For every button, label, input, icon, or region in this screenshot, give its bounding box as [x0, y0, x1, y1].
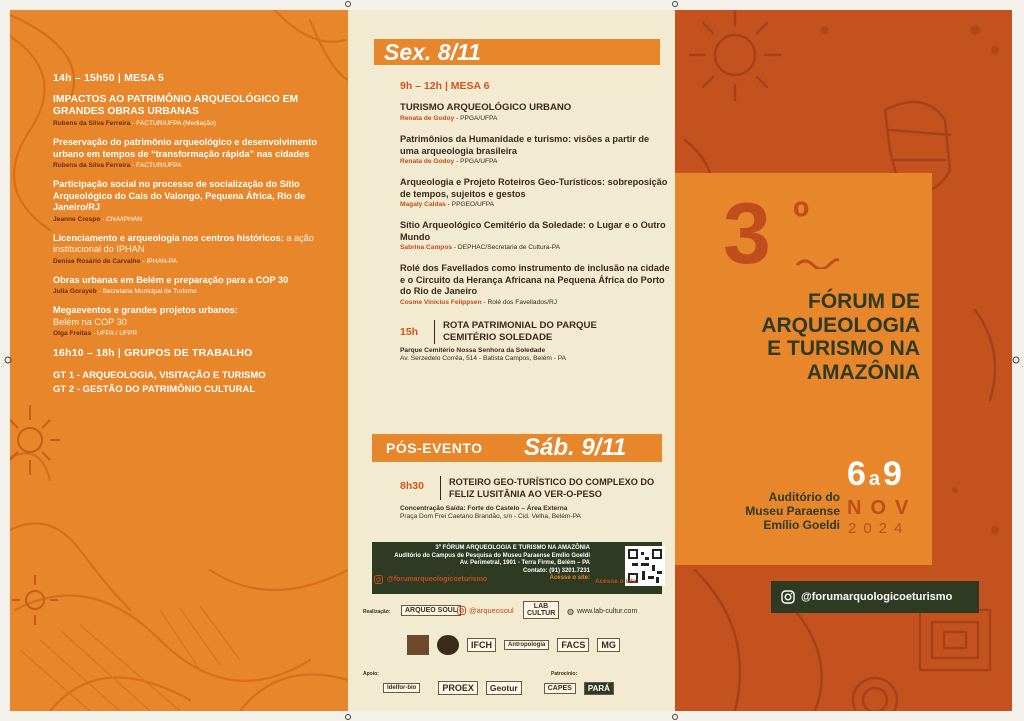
contact-line: Av. Perimetral, 1901 - Terra Firme, Belém – PA	[459, 560, 590, 567]
rota-place: Parque Cemitério Nossa Senhora da Soledade	[400, 346, 546, 354]
contact-site-link[interactable]: Acesse o site:	[595, 578, 639, 585]
venue-line: Auditório do	[768, 490, 840, 504]
item-title: Obras urbanas em Belém e preparação para a COP 30	[53, 274, 289, 285]
gt-slot: 16h10 – 18h | GRUPOS DE TRABALHO	[53, 347, 253, 359]
item-speaker: Renata de Godoy - PPGA/UFPA	[400, 158, 498, 165]
item-speaker: Olga Freitas - UFPA / UFPR	[53, 330, 138, 337]
apoio-label: Apoio:	[363, 671, 379, 677]
arqueosoul-text: @arqueosoul	[469, 606, 514, 615]
item-speaker: Rubens da Silva Ferreira - FACTUR/UFPA (Mediação)	[53, 120, 216, 127]
item-title: Sítio Arqueológico Cemitério da Soledade: o Lugar e o Outro Mundo	[400, 220, 666, 242]
item-title: Arqueologia e Projeto Roteiros Geo-Turísticos: sobreposição de tempos, sujeitos e gestos	[400, 177, 668, 199]
item-title: Preservação do patrimônio arqueológico e desenvolvimento urbano em tempos de “transformação rápida” nas cidades	[53, 137, 317, 159]
date-saturday: Sáb. 9/11	[524, 434, 627, 461]
item-title: Megaeventos e grandes projetos urbanos: Belém na COP 30	[53, 305, 238, 327]
title-line: FÓRUM DE	[808, 290, 920, 313]
contact-line: Contato: (91) 3201.7231	[522, 567, 590, 574]
logo-idelfor: Idelfor-bio	[383, 683, 420, 693]
logo-antropologia: Antropologia	[504, 640, 549, 650]
contact-line: Auditório do Campus de Pesquisa do Museu Paraense Emílio Goeldi	[394, 552, 590, 559]
rota-time: 15h	[400, 325, 419, 338]
item-speaker: Rubens da Silva Ferreira - FACTUR/UFPA	[53, 162, 182, 169]
item-speaker: Jeanne Crespo - CNA/IPHAN	[53, 215, 143, 223]
day-end: 9	[883, 455, 902, 493]
roteiro-place: Concentração Saída: Forte do Castelo – Área Externa	[400, 505, 568, 512]
instagram-handle: @forumarquologicoeturismo	[801, 591, 953, 603]
logo-capes: CAPES	[544, 683, 576, 694]
pos-evento-label: PÓS-EVENTO	[386, 440, 483, 456]
globe-icon: ◍	[567, 607, 574, 616]
title-line: AMAZÔNIA	[806, 360, 920, 384]
mesa6-slot: 9h – 12h | MESA 6	[400, 80, 490, 92]
logo-lab-cultur: LAB CULTUR	[523, 601, 559, 619]
gt2-label: GT 2 - GESTÃO DO PATRIMÔNIO CULTURAL	[53, 384, 256, 395]
logo-proex: PROEX	[438, 681, 478, 695]
venue-line: Emílio Goeldi	[763, 518, 840, 532]
roteiro-time: 8h30	[400, 480, 424, 492]
day-sep: a	[868, 468, 881, 490]
date-friday: Sex. 8/11	[374, 39, 660, 65]
item-title: TURISMO ARQUEOLÓGICO URBANO	[400, 102, 572, 113]
logo-arqueosoul: ARQUEO SOUL	[401, 605, 461, 616]
edition-ordinal: º	[793, 193, 810, 242]
realizacao-label: Realização:	[363, 609, 391, 615]
item-title: Licenciamento e arqueologia nos centros históricos: a ação institucional do IPHAN	[53, 232, 314, 254]
item-title: IMPACTOS AO PATRIMÔNIO ARQUEOLÓGICO EM GRANDES OBRAS URBANAS	[53, 94, 299, 117]
venue-line: Museu Paraense	[745, 504, 840, 518]
rota-title: ROTA PATRIMONIAL DO PARQUE CEMITÉRIO SOLEDADE	[443, 319, 597, 343]
rota-address: Av. Serzedelo Corrêa, 514 - Batista Campos, Belém - PA	[400, 354, 567, 362]
item-title: Patrimônios da Humanidade e turismo: visões a partir de uma arqueologia brasileira	[400, 134, 650, 156]
edition-number: 3	[723, 186, 771, 282]
gt1-label: GT 1 - ARQUEOLOGIA, VISITAÇÃO E TURISMO	[53, 370, 266, 381]
roteiro-address: Praça Dom Frei Caetano Brandão, s/n - Cid. Velha, Belém-PA	[400, 513, 581, 520]
item-speaker: Sabrina Campos - DEPHAC/Secretaria de Cultura-PA	[400, 244, 561, 251]
logo-ifch: IFCH	[467, 638, 496, 652]
roteiro-title: ROTEIRO GEO-TURÍSTICO DO COMPLEXO DO FELIZ LUSITÂNIA AO VER-O-PESO	[449, 477, 655, 499]
logo-facs: FACS	[557, 638, 589, 652]
item-speaker: Julia Gorayeb - Secretaria Municipal de Turismo	[53, 288, 197, 295]
contact-line: 3º FÓRUM ARQUEOLOGIA E TURISMO NA AMAZÔNIA	[435, 545, 590, 551]
item-speaker: Magaly Caldas - PPGEO/UFPA	[400, 201, 495, 208]
contact-instagram-handle: @forumarqueologicoeturismo	[387, 576, 488, 583]
patrocinio-label: Patrocínio:	[551, 671, 578, 677]
logo-mg: MG	[597, 638, 620, 652]
site-text: www.lab-cultur.com	[576, 608, 638, 615]
event-month: NOV	[847, 497, 918, 519]
event-year: 2024	[848, 520, 910, 537]
item-title: Rolé dos Favellados como instrumento de inclusão na cidade e o Circuito da Herança Africana na Pequena África do Porto do Rio de Janeiro	[400, 263, 670, 296]
contact-site-label: Acesse o site:	[549, 575, 590, 582]
title-line: ARQUEOLOGIA	[761, 313, 920, 337]
mesa5-slot: 14h – 15h50 | MESA 5	[53, 72, 165, 84]
title-line: E TURISMO NA	[767, 337, 920, 360]
logo-para: PARÁ	[584, 682, 614, 695]
logo-geotur: Geotur	[486, 681, 522, 695]
item-speaker: Renata de Godoy - PPGA/UFPA	[400, 115, 498, 122]
item-speaker: Cosme Vinicius Felippsen - Rolé dos Favellados/RJ	[400, 298, 558, 306]
item-speaker: Denise Rosário de Carvalho - IPHAN-PA	[53, 257, 178, 265]
day-start: 6	[847, 455, 866, 493]
item-title: Participação social no processo de socialização do Sítio Arqueológico do Cais do Valongo, Pequena África, Rio de Janeiro/RJ	[53, 179, 306, 212]
